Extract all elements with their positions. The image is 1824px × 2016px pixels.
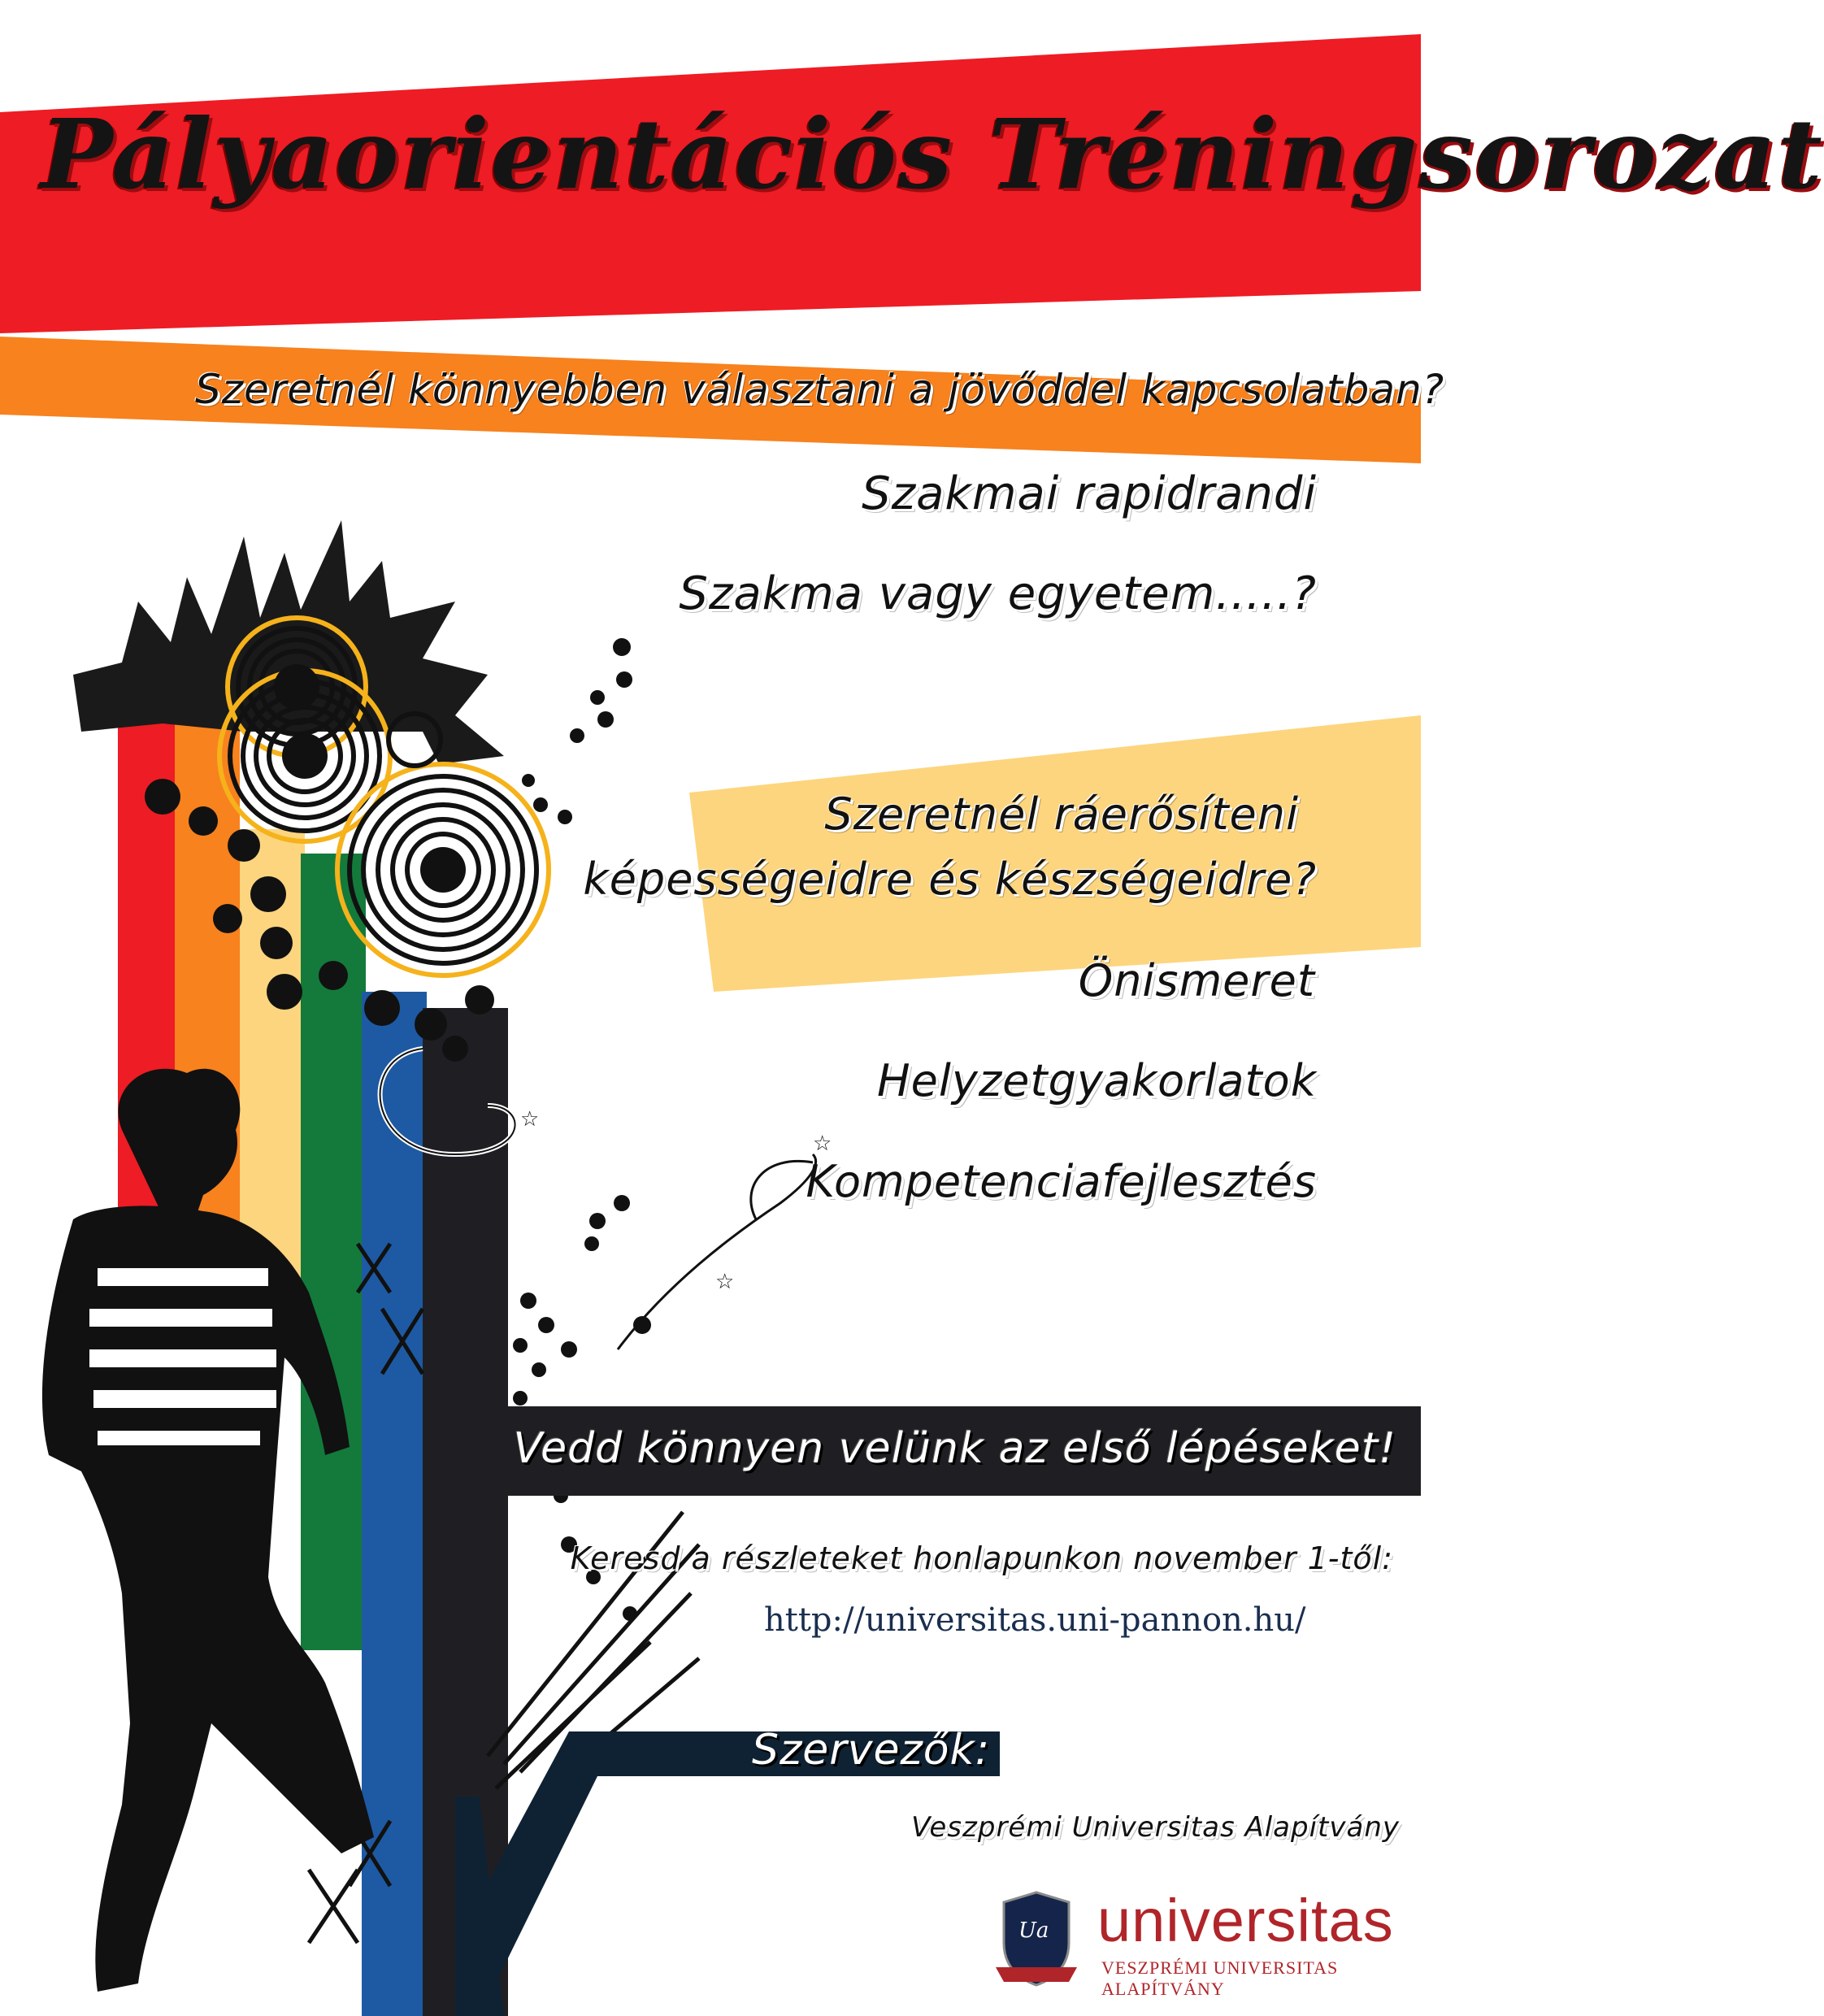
item-helyzetgyakorlatok: Helyzetgyakorlatok xyxy=(877,1055,1317,1106)
website-link[interactable]: http://universitas.uni-pannon.hu/ xyxy=(764,1601,1306,1639)
svg-text:☆: ☆ xyxy=(715,1270,735,1294)
tagline: Vedd könnyen velünk az első lépéseket! xyxy=(513,1424,1396,1473)
v-shape-left xyxy=(455,1797,536,2016)
question-primary: Szeretnél könnyebben választani a jövőddel kapcsolatban? xyxy=(195,366,1445,413)
question2-line1: Szeretnél ráerősíteni xyxy=(824,789,1299,840)
organizer-name: Veszprémi Universitas Alapítvány xyxy=(911,1811,1400,1844)
details-text: Keresd a részleteket honlapunkon november 1-től: xyxy=(570,1540,1393,1576)
page-title: Pályaorientációs Tréningsorozat xyxy=(41,98,1824,211)
item-szakma-egyetem: Szakma vagy egyetem.....? xyxy=(679,567,1317,620)
seal-text: Ua xyxy=(1018,1918,1049,1943)
svg-text:☆: ☆ xyxy=(813,1132,832,1156)
logo-subtitle: VESZPRÉMI UNIVERSITAS ALAPÍTVÁNY xyxy=(1101,1957,1339,1999)
universitas-logo xyxy=(988,1886,1410,1999)
svg-text:☆: ☆ xyxy=(520,1107,540,1132)
logo-wordmark: universitas xyxy=(1097,1887,1394,1954)
question2-line2: képességeidre és készségeidre? xyxy=(583,854,1317,905)
item-rapidrandi: Szakmai rapidrandi xyxy=(862,467,1317,520)
organizers-label: Szervezők: xyxy=(752,1726,991,1775)
item-onismeret: Önismeret xyxy=(1078,955,1315,1006)
item-kompetencia: Kompetenciafejlesztés xyxy=(806,1156,1317,1207)
